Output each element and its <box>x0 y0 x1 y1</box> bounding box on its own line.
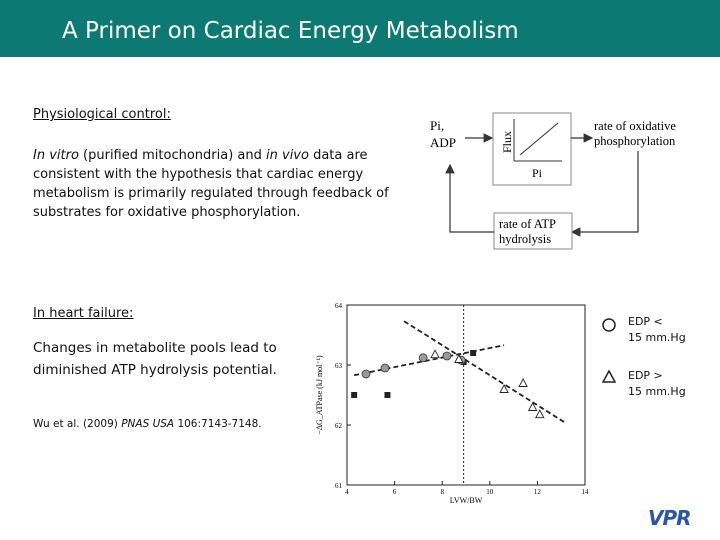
citation-authors: Wu et al. (2009) <box>33 418 122 430</box>
text-part1: (purified mitochondria) and <box>78 148 267 163</box>
data-point-square <box>384 392 390 398</box>
input-label-1: Pi, <box>430 118 445 133</box>
in-vivo-text: in vivo <box>266 148 309 163</box>
citation <box>33 418 262 430</box>
x-tick-label: 12 <box>533 488 541 496</box>
y-axis-label: −ΔG_ATPase (kJ mol⁻¹) <box>315 355 324 435</box>
chart-frame <box>347 305 585 485</box>
data-point-triangle <box>536 410 544 418</box>
feedback-diagram <box>420 105 700 255</box>
legend-triangle-icon <box>603 371 615 382</box>
feedback-arrow-left <box>450 165 494 232</box>
pi-label: Pi <box>532 166 543 180</box>
data-point-triangle <box>431 350 439 358</box>
legend-item-edp-low <box>628 314 686 346</box>
y-tick-label: 62 <box>335 422 342 430</box>
legend-edp-high-line1: EDP > <box>628 369 663 382</box>
y-tick-label: 64 <box>335 302 342 310</box>
feedback-label-2: hydrolysis <box>499 232 552 246</box>
x-tick-label: 10 <box>486 488 494 496</box>
x-axis-label: LVW/BW <box>449 496 483 505</box>
output-label-1: rate of oxidative <box>594 119 676 133</box>
legend-edp-low-line2: 15 mm.Hg <box>628 331 686 344</box>
chart-legend-markers <box>600 312 620 392</box>
x-tick-label: 4 <box>345 488 349 496</box>
metabolism-chart <box>300 295 600 510</box>
in-vitro-text: In vitro <box>33 148 79 163</box>
data-point-triangle <box>519 379 527 387</box>
legend-item-edp-high <box>628 368 686 400</box>
legend-edp-high-line2: 15 mm.Hg <box>628 385 686 398</box>
x-tick-label: 8 <box>440 488 444 496</box>
page-title: A Primer on Cardiac Energy Metabolism <box>62 18 519 44</box>
data-point-circle <box>443 352 451 360</box>
legend-edp-low-line1: EDP < <box>628 315 663 328</box>
data-point-circle <box>381 364 389 372</box>
x-tick-label: 14 <box>581 488 589 496</box>
citation-rest: 106:7143-7148. <box>174 418 262 430</box>
data-point-square <box>351 392 357 398</box>
y-tick-label: 61 <box>335 482 342 490</box>
data-point-square <box>470 350 476 356</box>
x-tick-label: 6 <box>392 488 397 496</box>
citation-journal: PNAS USA <box>121 418 175 430</box>
heart-failure-heading: In heart failure: <box>33 306 134 321</box>
flux-label: Flux <box>500 130 514 153</box>
feedback-label-1: rate of ATP <box>499 217 556 231</box>
header-bar <box>0 0 720 57</box>
text-part2: data are consistent with the hypothesis that cardiac energy metabolism is primarily regulated through feedback of substrates for oxidative phosphorylation. <box>33 148 389 220</box>
physiological-control-heading: Physiological control: <box>33 107 171 122</box>
vpr-logo: VPR <box>648 506 691 530</box>
trend-line <box>404 321 566 423</box>
data-point-circle <box>362 370 370 378</box>
feedback-arrow-right <box>572 151 638 232</box>
y-tick-label: 63 <box>335 362 342 370</box>
data-point-circle <box>419 354 427 362</box>
input-label-2: ADP <box>430 135 457 150</box>
physiological-control-text <box>33 146 393 222</box>
heart-failure-text: Changes in metabolite pools lead to diminished ATP hydrolysis potential. <box>33 340 277 378</box>
legend-circle-icon <box>603 319 615 331</box>
output-label-2: phosphorylation <box>594 134 676 148</box>
